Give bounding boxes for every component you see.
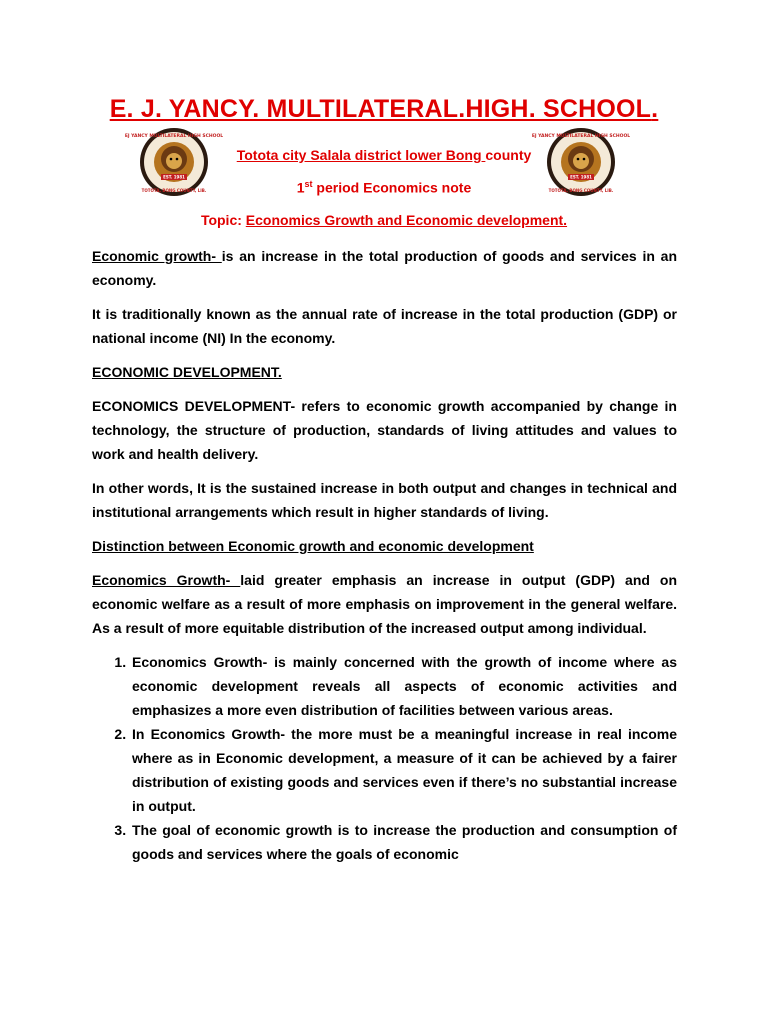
list-item: 3. The goal of economic growth is to increase the production and consumption of goods and services where the goals of economic [130, 818, 677, 866]
period-line: 1st period Economics note [296, 179, 472, 196]
topic-line: Topic: Economics Growth and Economic development. [200, 212, 568, 228]
term-economic-growth: Economic growth- [92, 248, 222, 264]
crest-top-text: EJ YANCY MULTILATERAL HIGH SCHOOL [124, 134, 224, 139]
paragraph-other-words: In other words, It is the sustained increase in both output and changes in technical and institutional arrangements which result in higher standards of living. [92, 480, 677, 520]
section-heading-development: ECONOMIC DEVELOPMENT. [92, 364, 282, 380]
distinction-heading: Distinction between Economic growth and economic development [92, 538, 534, 554]
crest-est-text: EST. 1981 [570, 174, 592, 180]
crest-bottom-text: TOTOTA, BONG COUNTY, LIB. [141, 188, 207, 193]
paragraph-gdp: It is traditionally known as the annual rate of increase in the total production (GDP) or national income (NI) In the economy. [92, 306, 677, 346]
list-item: 2. In Economics Growth- the more must be a meaningful increase in real income where as in Economic development, a measure of it can be achieved by a fairer distribution of existing goods and services even if there’s no substantial increase in output. [130, 722, 677, 818]
paragraph-growth-emphasis: Economics Growth- laid greater emphasis an increase in output (GDP) and on economic welfare as a result of more emphasis on improvement in the general welfare. As a result of more equitable distribution of the increased output among individual. [92, 572, 678, 636]
term-economics-growth: Economics Growth- [92, 572, 241, 588]
school-title: E. J. YANCY. MULTILATERAL.HIGH. SCHOOL. [109, 95, 659, 123]
paragraph-economic-growth: Economic growth- is an increase in the total production of goods and services in an economy. [92, 248, 677, 288]
crest-top-text: EJ YANCY MULTILATERAL HIGH SCHOOL [531, 134, 631, 139]
note-body [92, 244, 677, 866]
paragraph-development-definition: ECONOMICS DEVELOPMENT- refers to economic growth accompanied by change in technology, the structure of production, standards of living attitudes and values to work and health delivery. [92, 398, 677, 462]
distinction-list [92, 650, 677, 866]
crest-est-text: EST. 1981 [163, 174, 185, 180]
school-location: Totota city Salala district lower Bong county [236, 147, 532, 163]
list-item: 1. Economics Growth- is mainly concerned with the growth of income where as economic development reveals all aspects of economic activities and emphasizes a more even distribution of facilities between various areas. [130, 650, 677, 722]
crest-bottom-text: TOTOTA, BONG COUNTY, LIB. [548, 188, 614, 193]
